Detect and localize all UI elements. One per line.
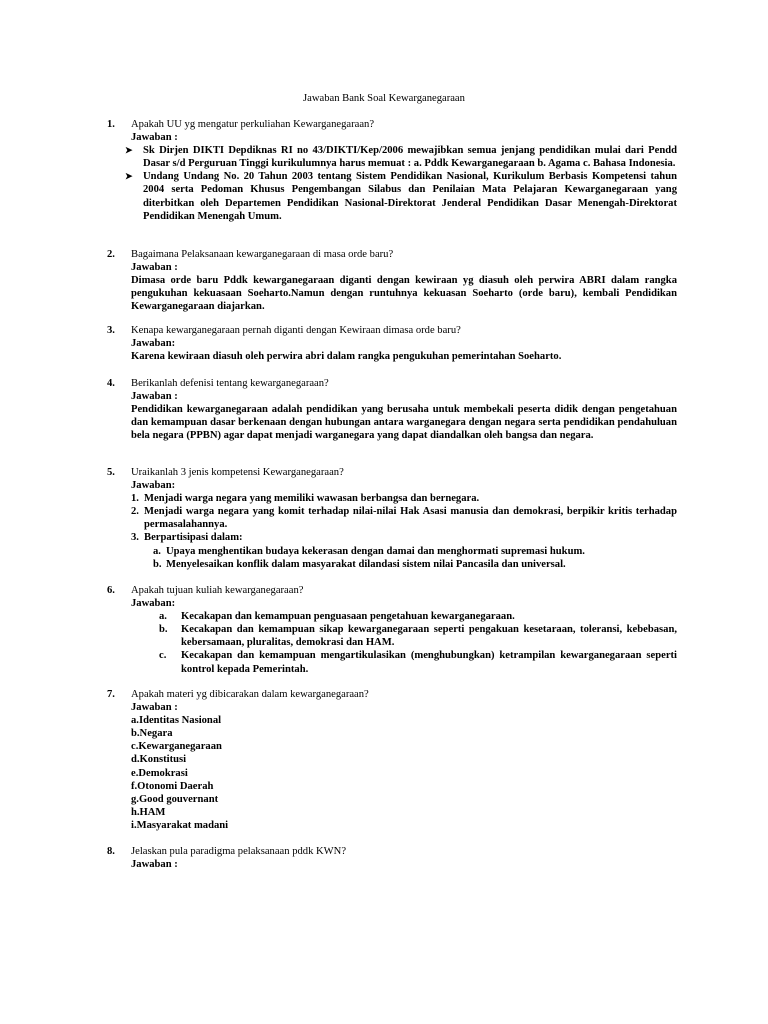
arrow-bullet-icon: ➤ (125, 171, 133, 182)
question-1 (107, 118, 677, 223)
list-item: c.Kewarganegaraan (131, 741, 222, 753)
answer-text: Karena kewiraan diasuh oleh perwira abri dalam rangka pengukuhan pemerintahan Soeharto. (131, 351, 562, 363)
answer-label: Jawaban: (131, 480, 176, 492)
question-text: Jelaskan pula paradigma pelaksanaan pddk KWN? (131, 846, 347, 857)
question-5 (107, 466, 677, 571)
list-item: g.Good gouvernant (131, 793, 219, 805)
sub-list-item: a. Upaya menghentikan budaya kekerasan dengan damai dan menghormati supremasi hukum. (153, 545, 585, 557)
list-item: h.HAM (131, 806, 166, 818)
list-item: i.Masyarakat madani (131, 819, 229, 831)
list-item: a.Identitas Nasional (131, 715, 222, 727)
answer-label: Jawaban : (131, 391, 178, 403)
answer-label: Jawaban: (131, 598, 176, 610)
list-item: a. Kecakapan dan kemampuan penguasaan pengetahuan kewarganegaraan. (159, 611, 515, 623)
question-text: Berikanlah defenisi tentang kewarganegaraan? (131, 378, 329, 389)
answer-label: Jawaban : (131, 702, 178, 714)
answer-text: Dimasa orde baru Pddk kewarganegaraan diganti dengan kewiraan yg diasuh oleh perwira ABRI dalam rangka pengukuhan kekuasaan Soeharto.Namun dengan runtuhnya kekuasan Soeharto (orde baru), kembali Pendidikan Kewarganegaraan diajarkan. (131, 275, 677, 313)
list-item: b.Negara (131, 728, 173, 740)
list-item: e.Demokrasi (131, 767, 188, 779)
question-text: Apakah materi yg dibicarakan dalam kewarganegaraan? (131, 689, 369, 700)
document-title: Jawaban Bank Soal Kewarganegaraan (303, 93, 465, 104)
question-3 (107, 324, 677, 363)
answer-label: Jawaban: (131, 338, 176, 350)
list-item: f.Otonomi Daerah (131, 780, 214, 792)
question-number: 5. (107, 467, 115, 478)
list-item: 3. Berpartisipasi dalam: (131, 532, 243, 544)
bullet-item: ➤ Sk Dirjen DIKTI Depdiknas RI no 43/DIKTI/Kep/2006 mewajibkan semua jenjang pendidikan mulai dari Pendd Dasar s/d Perguruan Tinggi kurikulumnya harus memuat : a. Pddk Kewarganegaraan b. Agama c. Bahasa Indonesia. (125, 145, 677, 170)
question-text: Apakah tujuan kuliah kewarganegaraan? (131, 585, 304, 596)
list-item: 1. Menjadi warga negara yang memiliki wawasan berbangsa dan bernegara. (131, 493, 480, 505)
answer-label: Jawaban : (131, 262, 178, 274)
question-number: 1. (107, 119, 115, 130)
list-item: 2. Menjadi warga negara yang komit terhadap nilai-nilai Hak Asasi manusia dan demokrasi, berpikir kritis terhadap permasalahannya. (131, 506, 677, 531)
question-text: Uraikanlah 3 jenis kompetensi Kewarganegaraan? (131, 467, 344, 478)
list-item: c. Kecakapan dan kemampuan mengartikulasikan (menghubungkan) ketrampilan kewarganegaraan seperti kontrol kepada Pemerintah. (159, 650, 677, 675)
question-number: 3. (107, 325, 115, 336)
arrow-bullet-icon: ➤ (125, 145, 133, 156)
list-item: b. Kecakapan dan kemampuan sikap kewarganegaraan seperti pengakuan kesetaraan, toleransi, kebebasan, kebersamaan, pluralitas, demokrasi dan HAM. (159, 624, 677, 649)
answer-label: Jawaban : (131, 859, 178, 871)
question-number: 7. (107, 689, 115, 700)
question-4 (107, 377, 677, 442)
list-item: d.Konstitusi (131, 754, 187, 766)
question-number: 4. (107, 378, 115, 389)
answer-text: Pendidikan kewarganegaraan adalah pendidikan yang berusaha untuk membekali peserta didik dengan pengetahuan dan kemampuan dasar berkenaan dengan hubungan antara warganegara dengan negara serta pendidikan pendahuluan bela negara (PPBN) agar dapat menjadi warganegara yang dapat diandalkan oleh bangsa dan negara. (131, 404, 677, 442)
question-8 (107, 845, 677, 871)
question-6 (107, 584, 677, 676)
question-number: 2. (107, 249, 115, 260)
question-7 (107, 688, 677, 832)
question-2 (107, 248, 677, 313)
bullet-item: ➤ Undang Undang No. 20 Tahun 2003 tentang Sistem Pendidikan Nasional, Kurikulum Berbasis Kompetensi tahun 2004 serta Pedoman Khusus Pengembangan Silabus dan Penilaian Mata Pelajaran Kewarganegaraan yang diterbitkan oleh Departemen Pendidikan Nasional-Direktorat Jenderal Pendidikan Dasar Menengah-Direktorat Pendidikan Menengah Umum. (125, 171, 677, 222)
question-number: 6. (107, 585, 115, 596)
question-number: 8. (107, 846, 115, 857)
question-text: Kenapa kewarganegaraan pernah diganti dengan Kewiraan dimasa orde baru? (131, 325, 461, 336)
question-text: Apakah UU yg mengatur perkuliahan Kewarganegaraan? (131, 119, 375, 130)
question-text: Bagaimana Pelaksanaan kewarganegaraan di masa orde baru? (131, 249, 394, 260)
answer-label: Jawaban : (131, 132, 178, 144)
sub-list-item: b. Menyelesaikan konflik dalam masyarakat dilandasi sistem nilai Pancasila dan universal. (153, 558, 566, 570)
